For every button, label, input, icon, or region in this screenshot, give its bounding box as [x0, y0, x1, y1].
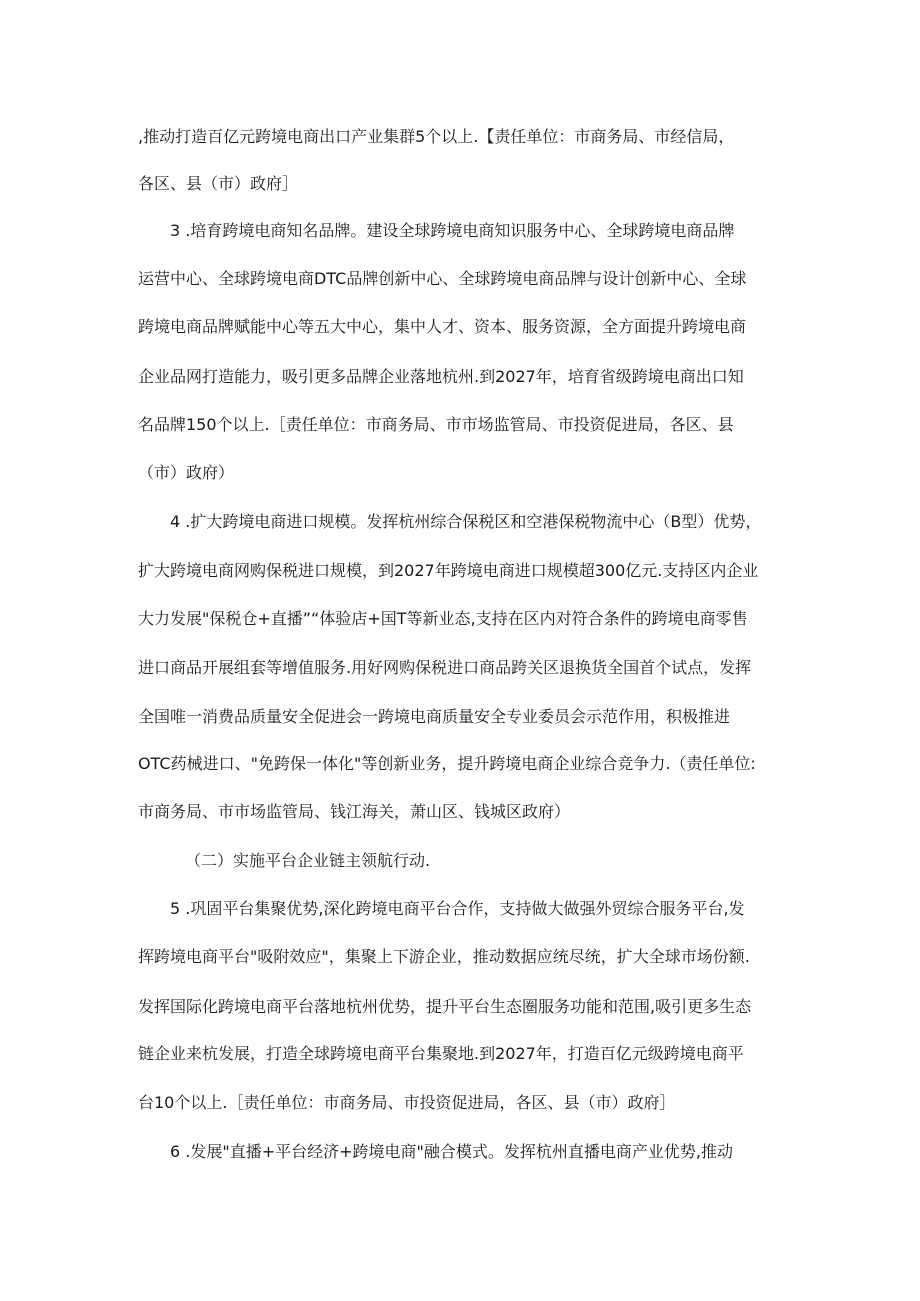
- text-line: 4 .扩大跨境电商进口规模。发挥杭州综合保税区和空港保税物流中心（B型）优势，: [170, 512, 762, 531]
- text-line: 进口商品开展组套等增值服务.用好网购保税进口商品跨关区退换货全国首个试点，发挥: [138, 658, 752, 677]
- text-line: 运营中心、全球跨境电商DTC品牌创新中心、全球跨境电商品牌与设计创新中心、全球: [138, 269, 747, 288]
- text-line: 跨境电商品牌赋能中心等五大中心，集中人才、资本、服务资源，全方面提升跨境电商: [138, 317, 747, 336]
- section-heading: （二）实施平台企业链主领航行动.: [185, 851, 431, 870]
- text-line: 名品牌150个以上.［责任单位：市商务局、市市场监管局、市投资促进局，各区、县: [138, 415, 734, 434]
- text-line: 链企业来杭发展，打造全球跨境电商平台集聚地.到2027年，打造百亿元级跨境电商平: [138, 1044, 744, 1063]
- text-line: 企业品网打造能力，吸引更多品牌企业落地杭州.到2027年，培育省级跨境电商出口知: [138, 367, 744, 386]
- text-line: 发挥国际化跨境电商平台落地杭州优势，提升平台生态圈服务功能和范围,吸引更多生态: [138, 997, 752, 1016]
- text-line: 大力发展"保税仓+直播”“体验店+国T等新业态,支持在区内对符合条件的跨境电商零售: [138, 609, 748, 628]
- text-line: 挥跨境电商平台"吸附效应"，集聚上下游企业，推动数据应统尽统，扩大全球市场份额.: [138, 947, 750, 966]
- text-line: 5 .巩固平台集聚优势,深化跨境电商平台合作，支持做大做强外贸综合服务平台,发: [170, 899, 745, 918]
- text-line: 各区、县（市）政府］: [138, 174, 299, 193]
- text-line: 扩大跨境电商网购保税进口规模，到2027年跨境电商进口规模超300亿元.支持区内企业: [138, 561, 759, 580]
- text-line: 3 .培育跨境电商知名品牌。建设全球跨境电商知识服务中心、全球跨境电商品牌: [170, 221, 735, 240]
- text-line: （市）政府）: [138, 463, 235, 482]
- text-line: 6 .发展"直播+平台经济+跨境电商"融合模式。发挥杭州直播电商产业优势,推动: [170, 1142, 733, 1161]
- text-line: 台10个以上.［责任单位：市商务局、市投资促进局，各区、县（市）政府］: [138, 1093, 676, 1112]
- text-line: OTC药械进口、"免跨保一体化"等创新业务，提升跨境电商企业综合竞争力.（责任单位:: [138, 754, 756, 773]
- text-line: 全国唯一消费品质量安全促进会一跨境电商质量安全专业委员会示范作用，积极推进: [138, 707, 731, 726]
- text-line: ,推动打造百亿元跨境电商出口产业集群5个以上.【责任单位：市商务局、市经信局，: [138, 127, 735, 146]
- text-line: 市商务局、市市场监管局、钱江海关，萧山区、钱城区政府）: [138, 802, 571, 821]
